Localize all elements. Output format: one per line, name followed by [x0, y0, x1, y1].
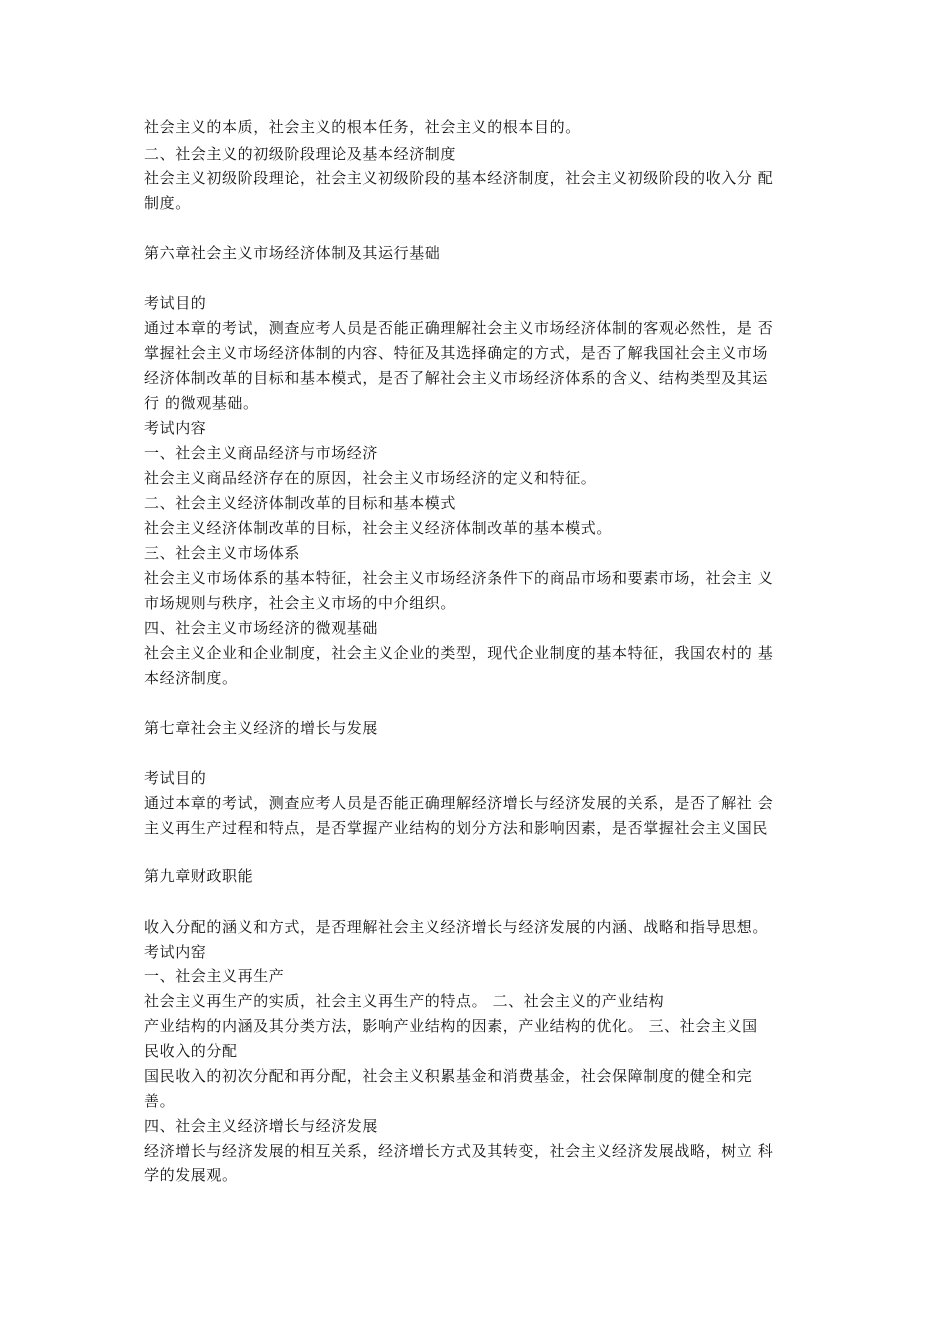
section-heading: 一、社会主义商品经济与市场经济 — [144, 444, 379, 462]
text-line: 社会主义市场体系的基本特征，社会主义市场经济条件下的商品市场和要素市场，社会主 义 — [144, 569, 774, 587]
text-line: 收入分配的涵义和方式，是否理解社会主义经济增长与经济发展的内涵、战略和指导思想。 — [144, 918, 769, 936]
section-heading: 四、社会主义经济增长与经济发展 — [144, 1117, 379, 1135]
text-line: 掌握社会主义市场经济体制的内容、特征及其选择确定的方式，是否了解我国社会主义市场 — [144, 344, 769, 362]
text-line: 本经济制度。 — [144, 669, 238, 687]
section-heading: 三、社会主义市场体系 — [144, 544, 301, 562]
text-line: 国民收入的初次分配和再分配，社会主义积累基金和消费基金，社会保障制度的健全和完 — [144, 1067, 753, 1085]
text-line: 善。 — [144, 1092, 176, 1110]
subheading: 考试目的 — [144, 294, 207, 312]
subheading: 考试目的 — [144, 769, 207, 787]
text-line: 制度。 — [144, 194, 191, 212]
text-line: 民收入的分配 — [144, 1042, 238, 1060]
text-line: 通过本章的考试，测查应考人员是否能正确理解社会主义市场经济体制的客观必然性，是 否 — [144, 319, 774, 337]
section-heading: 二、社会主义经济体制改革的目标和基本模式 — [144, 494, 457, 512]
chapter-heading: 第九章财政职能 — [144, 867, 254, 885]
text-line: 社会主义商品经济存在的原因，社会主义市场经济的定义和特征。 — [144, 469, 597, 487]
text-line: 产业结构的内涵及其分类方法，影响产业结构的因素，产业结构的优化。 三、社会主义国 — [144, 1017, 758, 1035]
text-line: 主义再生产过程和特点，是否掌握产业结构的划分方法和影响因素，是否掌握社会主义国民 — [144, 819, 769, 837]
subheading: 考试内容 — [144, 419, 207, 437]
chapter-heading: 第六章社会主义市场经济体制及其运行基础 — [144, 244, 441, 262]
section-heading: 二、社会主义的初级阶段理论及基本经济制度 — [144, 145, 457, 163]
text-line: 社会主义的本质，社会主义的根本任务，社会主义的根本目的。 — [144, 118, 581, 136]
text-line: 社会主义初级阶段理论，社会主义初级阶段的基本经济制度，社会主义初级阶段的收入分 配 — [144, 169, 774, 187]
chapter-heading: 第七章社会主义经济的增长与发展 — [144, 719, 379, 737]
text-line: 经济增长与经济发展的相互关系，经济增长方式及其转变，社会主义经济发展战略，树立 科 — [144, 1142, 774, 1160]
text-line: 经济体制改革的目标和基本模式，是否了解社会主义市场经济体系的含义、结构类型及其运 — [144, 369, 769, 387]
section-heading: 一、社会主义再生产 — [144, 967, 285, 985]
text-line: 市场规则与秩序，社会主义市场的中介组织。 — [144, 594, 457, 612]
section-heading: 四、社会主义市场经济的微观基础 — [144, 619, 379, 637]
text-line: 行 的微观基础。 — [144, 394, 259, 412]
text-line: 社会主义企业和企业制度，社会主义企业的类型，现代企业制度的基本特征，我国农村的 基 — [144, 644, 774, 662]
text-line: 社会主义再生产的实质，社会主义再生产的特点。 二、社会主义的产业结构 — [144, 992, 665, 1010]
text-line: 通过本章的考试，测查应考人员是否能正确理解经济增长与经济发展的关系，是否了解社 会 — [144, 794, 774, 812]
text-line: 社会主义经济体制改革的目标，社会主义经济体制改革的基本模式。 — [144, 519, 613, 537]
text-line: 学的发展观。 — [144, 1166, 238, 1184]
subheading: 考试内窑 — [144, 943, 207, 961]
